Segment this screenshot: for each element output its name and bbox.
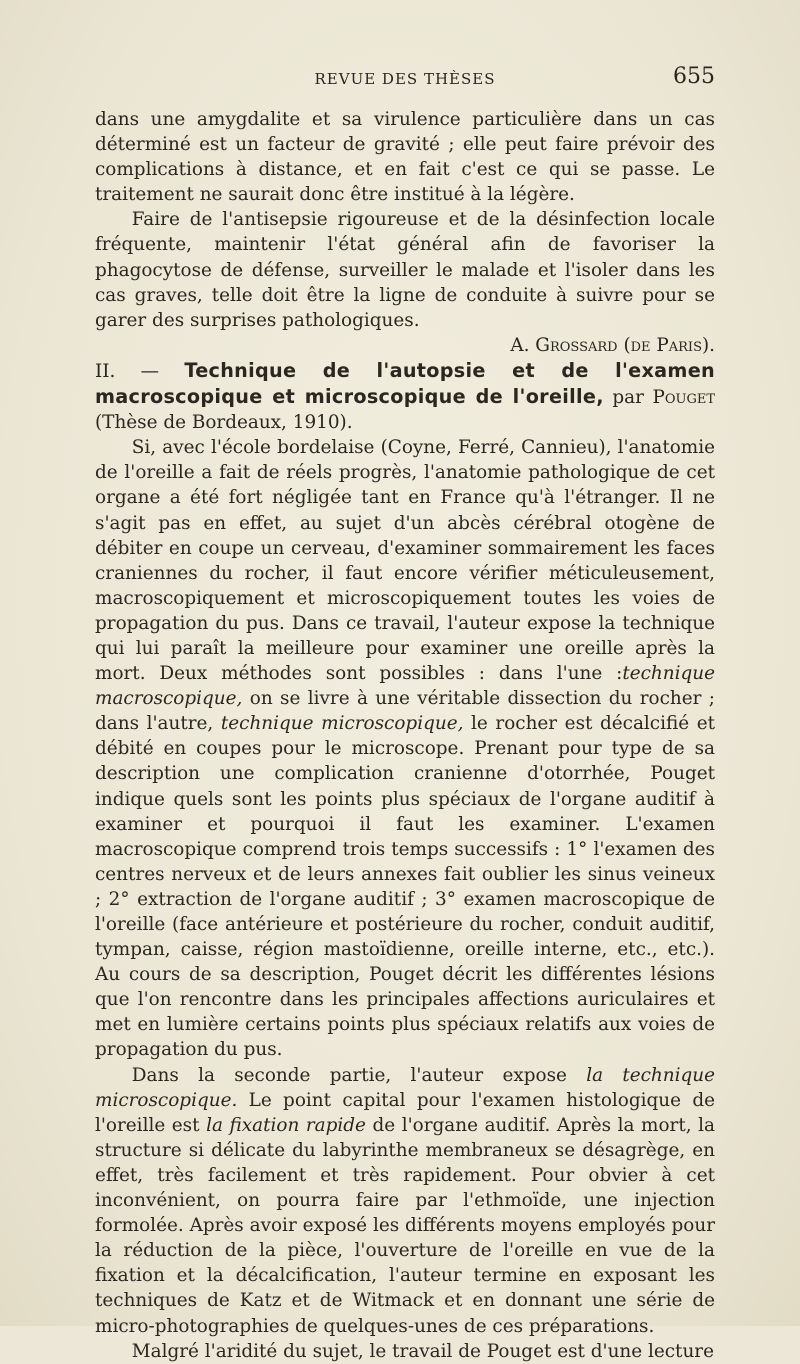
- paragraph-2: Faire de l'antisepsie rigoureuse et de la désinfection locale fréquente, maintenir l'état général afin de favoriser la phagocytose de défense, surveiller le malade et l'isoler dans les cas graves, telle doit être la ligne de conduite à suivre pour se garer des surprises pathologiques.: [95, 209, 715, 331]
- running-title: REVUE DES THÈSES: [314, 70, 496, 88]
- page-header: [95, 64, 715, 94]
- paragraph-3: Si, avec l'école bordelaise (Coyne, Ferré, Cannieu), l'anatomie de l'oreille a fait de réels progrès, l'anatomie pathologique de cet organe a été fort négligée tant en France qu'à l'étranger. Il ne s'agit pas en effet, au sujet d'un abcès cérébral otogène de débiter en coupe un cerveau, d'examiner sommairement les faces craniennes du rocher, il faut encore vérifier méticuleusement, macroscopiquement et microscopiquement toutes les voies de propagation du pus. Dans ce travail, l'auteur expose la technique qui lui paraît la meilleure pour examiner une oreille après la mort. Deux méthodes sont possibles : dans l'une :technique macroscopique, on se livre à une véritable dissection du rocher ; dans l'autre, technique microscopique, le rocher est décalcifié et débité en coupes pour le microscope. Prenant pour type de sa description une complication cranienne d'otorrhée, Pouget indique quels sont les points plus spéciaux de l'organe auditif à examiner et pourquoi il faut les examiner. L'examen macroscopique comprend trois temps successifs : 1° l'examen des centres nerveux et de leurs annexes fait oublier les sinus veineux ; 2° extraction de l'organe auditif ; 3° examen macroscopique de l'oreille (face antérieure et postérieure du rocher, conduit auditif, tympan, caisse, région mastoïdienne, oreille interne, etc., etc.). Au cours de sa description, Pouget décrit les différentes lésions que l'on rencontre dans les principales affections auriculaires et met en lumière certains points plus spéciaux relatifs aux voies de propagation du pus.: [95, 437, 716, 1061]
- page-body: [95, 107, 715, 1364]
- section-author: Pouget: [652, 387, 715, 409]
- section-number: II. —: [95, 360, 185, 382]
- review-signature: A. Grossard (de Paris).: [510, 334, 715, 356]
- paragraph-5: Malgré l'aridité du sujet, le travail de Pouget est d'une lecture: [131, 1340, 714, 1362]
- page-number: 655: [673, 64, 715, 89]
- paragraph-4: Dans la seconde partie, l'auteur expose la technique microscopique. Le point capital pour l'examen histologique de l'oreille est la fixation rapide de l'organe auditif. Après la mort, la structure si délicate du labyrinthe membraneux se désagrège, en effet, très facilement et très rapidement. Pour obvier à cet inconvénient, on pourra faire par l'ethmoïde, une injection formolée. Après avoir exposé les différents moyens employés pour la réduction de la pièce, l'ouverture de l'oreille en vue de la fixation et la décalcification, l'auteur termine en exposant les techniques de Katz et de Witmack et en donnant une série de micro-photographies de quelques-unes de ces préparations.: [95, 1064, 715, 1337]
- section-title: Technique de l'autopsie et de l'examen macroscopique et microscopique de l'oreille,: [95, 358, 715, 409]
- section-heading: [95, 358, 715, 435]
- section-citation: par Pouget (Thèse de Bordeaux, 1910).: [95, 387, 715, 434]
- paragraph-1: dans une amygdalite et sa virulence particulière dans un cas déterminé est un facteur de gravité ; elle peut faire prévoir des complications à distance, et en fait c'est ce qui se passe. Le traitement ne saurait donc être institué à la légère.: [95, 109, 715, 206]
